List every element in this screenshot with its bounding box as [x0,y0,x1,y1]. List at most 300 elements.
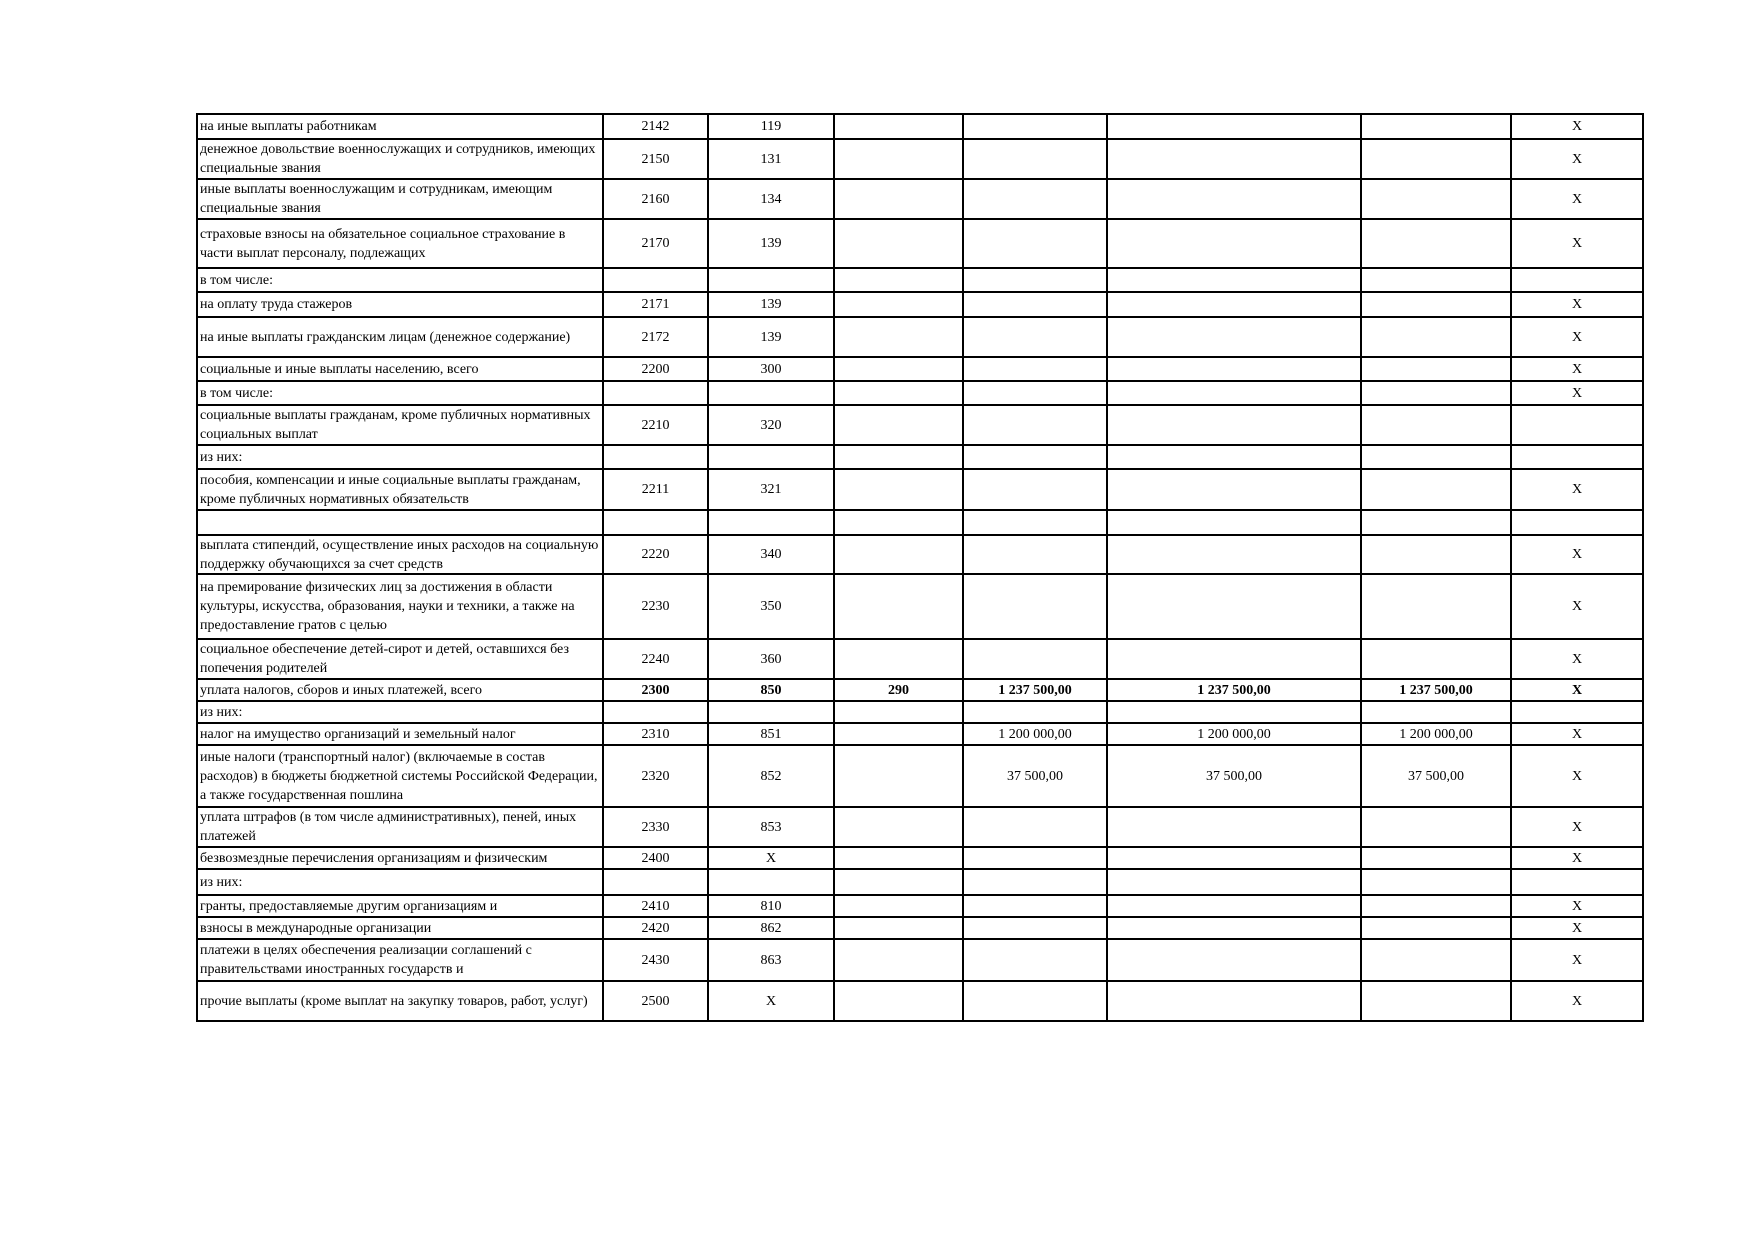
row-col8 [1511,745,1643,807]
row-code-text: 2170 [641,236,670,251]
row-col8-text: X [1571,297,1583,312]
row-col4 [834,292,963,317]
row-col6 [1107,535,1361,574]
row-kbk-text: 853 [760,819,782,835]
row-code-text: 2172 [641,329,670,345]
row-name [197,981,603,1021]
row-col5 [963,939,1107,981]
row-col8 [1511,639,1643,679]
row-col8-text: X [1571,482,1583,497]
row-kbk [708,510,834,535]
row-col6 [1107,139,1361,179]
row-name [197,917,603,939]
row-col8 [1511,317,1643,357]
row-col8 [1511,405,1643,445]
row-col8-text: X [1571,682,1583,698]
row-kbk-text: 863 [760,952,782,968]
row-col5 [963,574,1107,639]
row-kbk [708,895,834,917]
row-code-text: 2430 [641,952,670,968]
row-col8 [1511,807,1643,847]
row-col8 [1511,445,1643,469]
row-col5 [963,357,1107,381]
row-kbk-text: 320 [760,417,782,433]
row-kbk [708,917,834,939]
row-col6 [1107,847,1361,869]
row-col8 [1511,939,1643,981]
row-col6 [1107,939,1361,981]
row-col5 [963,139,1107,179]
table-row [197,510,1643,535]
budget-table-body [197,114,1643,1021]
row-col6 [1107,381,1361,405]
row-col8 [1511,219,1643,268]
row-name [197,847,603,869]
row-col5 [963,981,1107,1021]
row-col4 [834,510,963,535]
row-col4 [834,917,963,939]
row-col4 [834,701,963,723]
table-row [197,574,1643,639]
row-code-text: 2220 [641,547,670,562]
row-kbk [708,847,834,869]
row-col8-text: X [1571,385,1583,401]
table-row [197,807,1643,847]
row-kbk [708,381,834,405]
row-col8-text: X [1571,850,1583,866]
row-code [603,445,708,469]
table-row [197,268,1643,292]
table-row [197,895,1643,917]
row-col7 [1361,807,1511,847]
row-name [197,139,603,179]
row-col8-text: X [1571,768,1583,784]
row-col5 [963,917,1107,939]
row-col7 [1361,469,1511,510]
row-col5 [963,510,1107,535]
table-row [197,745,1643,807]
row-kbk [708,869,834,895]
row-col8-text: X [1571,920,1583,936]
row-name [197,445,603,469]
row-kbk-text: 321 [760,482,782,497]
row-kbk [708,981,834,1021]
row-col7 [1361,869,1511,895]
row-col5 [963,219,1107,268]
row-name [197,869,603,895]
row-code [603,405,708,445]
row-col7 [1361,268,1511,292]
row-col4 [834,981,963,1021]
table-row [197,701,1643,723]
row-col4 [834,357,963,381]
row-name [197,179,603,219]
row-col4 [834,114,963,139]
row-col8-text: X [1571,993,1583,1009]
row-code [603,268,708,292]
row-name-text: прочие выплаты (кроме выплат на закупку товаров, работ, услуг) [200,993,588,1009]
row-code [603,139,708,179]
row-kbk [708,939,834,981]
row-kbk [708,268,834,292]
row-col8-text: X [1571,119,1583,134]
row-code-text: 2210 [641,417,670,433]
row-col8-text: X [1571,952,1583,968]
row-code [603,701,708,723]
row-name [197,574,603,639]
row-col8 [1511,268,1643,292]
row-name [197,292,603,317]
row-code-text: 2400 [641,850,670,866]
row-col8 [1511,381,1643,405]
row-code-text: 2160 [641,191,670,207]
row-kbk-text: 139 [760,297,782,312]
row-kbk [708,292,834,317]
row-col8 [1511,679,1643,701]
row-name [197,701,603,723]
row-col4 [834,469,963,510]
row-code [603,981,708,1021]
row-kbk [708,114,834,139]
row-col5 [963,639,1107,679]
table-row [197,981,1643,1021]
row-col8 [1511,510,1643,535]
row-col7 [1361,139,1511,179]
row-code-text: 2310 [641,726,670,742]
row-col7 [1361,317,1511,357]
row-col8 [1511,701,1643,723]
row-col4 [834,745,963,807]
row-name-text: взносы в международные организации [200,920,432,936]
row-col4 [834,807,963,847]
row-kbk-text: 810 [760,898,782,914]
row-col6 [1107,114,1361,139]
row-col6 [1107,639,1361,679]
row-name-text: из них: [200,874,243,890]
row-name [197,510,603,535]
row-name-text: денежное довольствие военнослужащих и сотрудников, имеющих специальные звания [200,142,596,176]
row-kbk-text: 851 [760,726,782,742]
row-col4 [834,574,963,639]
row-col7 [1361,535,1511,574]
row-name-text: в том числе: [200,385,273,401]
row-col4 [834,847,963,869]
row-code [603,679,708,701]
row-col6-text: 1 237 500,00 [1197,682,1271,698]
row-kbk-text: 131 [760,151,782,167]
row-col4 [834,535,963,574]
row-code-text: 2230 [641,599,670,614]
row-col8 [1511,139,1643,179]
row-name-text: из них: [200,704,243,720]
row-col6 [1107,469,1361,510]
row-col8-text: X [1571,236,1583,251]
row-col5 [963,381,1107,405]
row-col7 [1361,701,1511,723]
table-row [197,469,1643,510]
row-col7 [1361,981,1511,1021]
row-kbk [708,317,834,357]
row-col6 [1107,895,1361,917]
row-col8-text: X [1571,547,1583,562]
row-code-text: 2200 [641,361,670,377]
row-col6-text: 1 200 000,00 [1197,726,1271,742]
row-kbk [708,701,834,723]
row-col7 [1361,847,1511,869]
row-name-text: на иные выплаты гражданским лицам (денежное содержание) [200,329,571,345]
row-col5 [963,807,1107,847]
row-col5-text: 37 500,00 [1007,768,1063,784]
row-code [603,357,708,381]
row-col7 [1361,179,1511,219]
row-col6 [1107,445,1361,469]
row-col5 [963,179,1107,219]
row-name-text: на премирование физических лиц за достижения в области культуры, искусства, образования, науки и техники, а также на предоставление гратов с целью [200,580,575,633]
row-code-text: 2300 [641,682,670,698]
row-col4 [834,179,963,219]
row-col7 [1361,357,1511,381]
row-code-text: 2420 [641,920,670,936]
row-col8 [1511,981,1643,1021]
row-col5 [963,535,1107,574]
row-name-text: социальное обеспечение детей-сирот и детей, оставшихся без попечения родителей [200,642,569,676]
row-code [603,114,708,139]
row-col5 [963,869,1107,895]
row-col8 [1511,917,1643,939]
row-kbk-text: 139 [760,236,782,251]
row-kbk-text: 350 [760,599,782,614]
row-kbk-text: 119 [760,119,782,134]
row-col6 [1107,679,1361,701]
row-col4 [834,268,963,292]
row-col8 [1511,847,1643,869]
row-col5-text: 1 237 500,00 [998,682,1072,698]
row-col8 [1511,895,1643,917]
row-col7 [1361,723,1511,745]
row-col8 [1511,357,1643,381]
row-code [603,745,708,807]
row-code [603,469,708,510]
row-name-text: налог на имущество организаций и земельный налог [200,726,516,742]
row-col5 [963,405,1107,445]
table-row [197,917,1643,939]
row-code-text: 2240 [641,651,670,667]
row-col7 [1361,114,1511,139]
row-col5 [963,317,1107,357]
row-col7-text: 37 500,00 [1408,768,1464,784]
row-name [197,939,603,981]
row-col4 [834,939,963,981]
row-code [603,219,708,268]
row-kbk-text: 134 [760,191,782,207]
row-col7 [1361,405,1511,445]
row-col4 [834,679,963,701]
row-col5 [963,745,1107,807]
row-name-text: платежи в целях обеспечения реализации соглашений с правительствами иностранных государств и [200,943,532,977]
row-col5 [963,701,1107,723]
row-name-text: социальные выплаты гражданам, кроме публичных нормативных социальных выплат [200,408,591,442]
table-row [197,445,1643,469]
row-code [603,292,708,317]
row-col4 [834,723,963,745]
row-col7-text: 1 200 000,00 [1399,726,1473,742]
row-col6 [1107,317,1361,357]
row-name [197,469,603,510]
row-col5 [963,469,1107,510]
table-row [197,114,1643,139]
row-name-text: иные выплаты военнослужащим и сотрудникам, имеющим специальные звания [200,182,553,216]
row-code [603,639,708,679]
row-col8 [1511,114,1643,139]
row-name [197,219,603,268]
row-col8-text: X [1571,329,1583,345]
row-name [197,405,603,445]
row-name [197,745,603,807]
row-col4 [834,895,963,917]
row-name [197,679,603,701]
row-col7 [1361,219,1511,268]
row-col6 [1107,405,1361,445]
row-col7 [1361,510,1511,535]
row-kbk [708,469,834,510]
row-kbk [708,723,834,745]
row-col8 [1511,574,1643,639]
row-code [603,179,708,219]
row-kbk-text: 852 [760,768,782,784]
row-name-text: выплата стипендий, осуществление иных расходов на социальную поддержку обучающихся за счет средств [200,538,599,572]
row-col7 [1361,445,1511,469]
row-name-text: в том числе: [200,272,273,288]
row-code-text: 2171 [641,297,670,312]
row-name [197,268,603,292]
row-col7 [1361,679,1511,701]
row-code [603,381,708,405]
row-col6 [1107,268,1361,292]
row-col8 [1511,179,1643,219]
row-name [197,535,603,574]
row-col4 [834,405,963,445]
row-name [197,807,603,847]
row-col5 [963,268,1107,292]
row-code [603,510,708,535]
row-col7 [1361,745,1511,807]
row-col4 [834,869,963,895]
row-col6-text: 37 500,00 [1206,768,1262,784]
row-kbk-text: 139 [760,329,782,345]
row-code-text: 2500 [641,993,670,1009]
row-col5 [963,679,1107,701]
row-col6 [1107,292,1361,317]
row-col7 [1361,381,1511,405]
row-col6 [1107,745,1361,807]
row-col8-text: X [1571,151,1583,167]
row-col8-text: X [1571,361,1583,377]
row-col4 [834,219,963,268]
row-name-text: иные налоги (транспортный налог) (включаемые в состав расходов) в бюджеты бюджетной системы Российской Федерации, а также государственная пошлина [200,749,598,803]
row-kbk-text: 300 [760,361,782,377]
row-col7 [1361,895,1511,917]
row-kbk-text: 340 [760,547,782,562]
table-row [197,381,1643,405]
row-col6 [1107,219,1361,268]
table-row [197,139,1643,179]
row-col6 [1107,357,1361,381]
row-name-text: страховые взносы на обязательное социальное страхование в части выплат персоналу, подлежащих [200,226,566,261]
row-kbk-text: X [765,993,777,1009]
row-name-text: из них: [200,449,243,465]
row-col8-text: X [1571,651,1583,667]
row-kbk [708,535,834,574]
row-name [197,895,603,917]
row-col5 [963,723,1107,745]
row-col4 [834,317,963,357]
row-name-text: уплата налогов, сборов и иных платежей, всего [200,682,483,698]
row-col5 [963,847,1107,869]
row-code [603,869,708,895]
row-col8 [1511,292,1643,317]
row-kbk [708,679,834,701]
row-name-text: на оплату труда стажеров [200,297,353,312]
row-code-text: 2320 [641,768,670,784]
table-row [197,679,1643,701]
row-col6 [1107,917,1361,939]
row-code [603,574,708,639]
row-name-text: социальные и иные выплаты населению, всего [200,361,479,377]
row-kbk [708,219,834,268]
row-kbk-text: 862 [760,920,782,936]
row-code [603,535,708,574]
row-col5 [963,292,1107,317]
budget-table [196,113,1644,1022]
row-col8 [1511,723,1643,745]
row-code-text: 2211 [641,482,670,497]
row-name-text: гранты, предоставляемые другим организациям и [200,898,498,914]
row-col7-text: 1 237 500,00 [1399,682,1473,698]
row-name-text: пособия, компенсации и иные социальные выплаты гражданам, кроме публичных нормативных обязательств [200,472,581,507]
row-col6 [1107,723,1361,745]
row-col8 [1511,869,1643,895]
row-code-text: 2410 [641,898,670,914]
row-name [197,114,603,139]
row-col6 [1107,510,1361,535]
row-kbk [708,807,834,847]
row-col5 [963,114,1107,139]
row-col4 [834,639,963,679]
row-name [197,317,603,357]
row-col8-text: X [1571,599,1583,614]
row-col6 [1107,179,1361,219]
row-kbk [708,179,834,219]
row-kbk [708,405,834,445]
row-kbk-text: 850 [760,682,782,698]
table-row [197,639,1643,679]
row-kbk [708,357,834,381]
row-kbk [708,574,834,639]
row-col6 [1107,869,1361,895]
row-col8 [1511,535,1643,574]
table-row [197,847,1643,869]
row-name [197,723,603,745]
row-col4 [834,139,963,179]
table-row [197,292,1643,317]
table-row [197,405,1643,445]
row-col6 [1107,701,1361,723]
row-code [603,847,708,869]
row-code [603,807,708,847]
row-col6 [1107,574,1361,639]
row-col8-text: X [1571,726,1583,742]
row-col7 [1361,639,1511,679]
